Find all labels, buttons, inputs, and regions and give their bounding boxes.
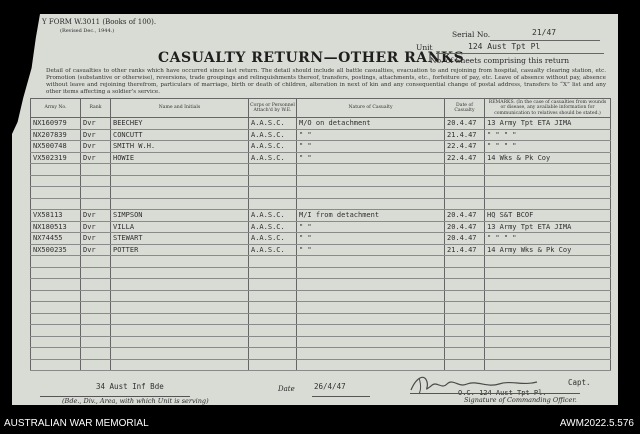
cell-name: HOWIE (111, 152, 249, 164)
cell-remarks: HQ S&T BCOF (485, 210, 611, 222)
cell-remarks (485, 175, 611, 187)
cell-corps: A.A.S.C. (249, 233, 297, 245)
table-row (31, 198, 611, 210)
cell-nature (297, 164, 445, 176)
cell-army-no (31, 175, 81, 187)
table-row (31, 233, 611, 245)
cell-remarks (485, 336, 611, 348)
cell-date (445, 267, 485, 279)
cell-remarks: " " " " (485, 141, 611, 153)
cell-name (111, 198, 249, 210)
table-row (31, 336, 611, 348)
table-row (31, 129, 611, 141)
table-row (31, 256, 611, 268)
cell-remarks (485, 359, 611, 371)
cell-nature: " " (297, 244, 445, 256)
cell-nature (297, 325, 445, 337)
table-row (31, 164, 611, 176)
header-name: Name and Initials (111, 99, 249, 118)
cell-nature: " " (297, 129, 445, 141)
revised-note: (Revised Dec., 1944.) (60, 28, 115, 34)
cell-rank (81, 256, 111, 268)
cell-nature (297, 336, 445, 348)
cell-corps (249, 336, 297, 348)
catalog-number: AWM2022.5.576 (559, 418, 634, 429)
cell-name (111, 187, 249, 199)
cell-date (445, 279, 485, 291)
signature-underline (410, 393, 580, 394)
cell-name (111, 175, 249, 187)
cell-rank (81, 164, 111, 176)
cell-date: 21.4.47 (445, 129, 485, 141)
cell-rank (81, 302, 111, 314)
cell-rank (81, 267, 111, 279)
table-row (31, 221, 611, 233)
serial-underline (490, 40, 600, 41)
cell-army-no (31, 325, 81, 337)
cell-name (111, 348, 249, 360)
cell-corps: A.A.S.C. (249, 152, 297, 164)
instructions-text: Detail of casualties to other ranks which have occurred since last return. The detail should include all battle casualties, evacuation to and rejoining from hospital, casualty clearing station, etc. Promotion (substantive or otherwise), reversions, trade groupings and relinquishments thereof, transfers, postings, attachments, etc., forfeiture of pay, etc. Leave of absence without pay, absence without leave and rejoining therefrom, particulars of marriage, birth or death of children, alteration in next of kin and any consequential change of postal address, transfers to “X” list and any other items affecting a soldier’s service. (46, 68, 606, 95)
cell-remarks (485, 290, 611, 302)
cell-date: 22.4.47 (445, 152, 485, 164)
cell-rank (81, 348, 111, 360)
cell-rank (81, 325, 111, 337)
cell-name: SMITH W.H. (111, 141, 249, 153)
cell-date (445, 325, 485, 337)
cell-nature (297, 290, 445, 302)
cell-army-no (31, 290, 81, 302)
cell-name: SIMPSON (111, 210, 249, 222)
cell-army-no: NX207839 (31, 129, 81, 141)
cell-corps (249, 313, 297, 325)
cell-remarks: 13 Army Tpt ETA JIMA (485, 221, 611, 233)
header-army-no: Army No. (31, 99, 81, 118)
cell-army-no (31, 302, 81, 314)
signature-caption: Signature of Commanding Officer. (464, 396, 577, 404)
cell-army-no (31, 267, 81, 279)
unit-label: Unit (416, 43, 433, 52)
unit-underline (436, 53, 604, 54)
cell-corps (249, 359, 297, 371)
cell-corps (249, 267, 297, 279)
cell-corps (249, 302, 297, 314)
cell-corps (249, 348, 297, 360)
cell-rank: Dvr (81, 141, 111, 153)
archive-caption: AUSTRALIAN WAR MEMORIAL (4, 418, 149, 429)
cell-name: STEWART (111, 233, 249, 245)
cell-rank (81, 290, 111, 302)
cell-army-no: NX74455 (31, 233, 81, 245)
cell-corps (249, 279, 297, 291)
cell-nature (297, 175, 445, 187)
table-row (31, 141, 611, 153)
bde-caption: (Bde., Div., Area, with which Unit is serving) (62, 397, 209, 405)
unit-value: 124 Aust Tpt Pl (468, 42, 541, 51)
cell-army-no (31, 359, 81, 371)
cell-corps (249, 325, 297, 337)
cell-nature (297, 256, 445, 268)
cell-name (111, 325, 249, 337)
cell-date (445, 290, 485, 302)
cell-nature: " " (297, 233, 445, 245)
cell-remarks (485, 267, 611, 279)
cell-rank (81, 175, 111, 187)
cell-army-no: NX500235 (31, 244, 81, 256)
cell-corps (249, 164, 297, 176)
cell-date (445, 175, 485, 187)
cell-army-no (31, 198, 81, 210)
table-row (31, 348, 611, 360)
cell-date (445, 359, 485, 371)
serial-value: 21/47 (532, 28, 557, 37)
cell-corps (249, 290, 297, 302)
cell-name (111, 290, 249, 302)
cell-nature (297, 359, 445, 371)
header-date: Date of Casualty (445, 99, 485, 118)
cell-nature (297, 348, 445, 360)
cell-rank: Dvr (81, 152, 111, 164)
casualty-table (30, 98, 611, 371)
cell-remarks (485, 302, 611, 314)
cell-remarks (485, 348, 611, 360)
cell-rank (81, 198, 111, 210)
table-row (31, 359, 611, 371)
cell-remarks: " " " " (485, 233, 611, 245)
cell-date (445, 302, 485, 314)
cell-corps (249, 175, 297, 187)
cell-nature (297, 187, 445, 199)
form-reference: Y FORM W.3011 (Books of 100). (42, 18, 157, 26)
table-row (31, 325, 611, 337)
cell-remarks (485, 187, 611, 199)
cell-rank: Dvr (81, 118, 111, 130)
cell-name: BEECHEY (111, 118, 249, 130)
cell-date: 21.4.47 (445, 244, 485, 256)
cell-nature (297, 279, 445, 291)
form-paper (12, 14, 618, 405)
cell-rank: Dvr (81, 233, 111, 245)
cell-remarks: " " " " (485, 129, 611, 141)
cell-corps (249, 256, 297, 268)
cell-nature: M/O on detachment (297, 118, 445, 130)
cell-remarks (485, 256, 611, 268)
cell-army-no (31, 164, 81, 176)
cell-army-no: NX500748 (31, 141, 81, 153)
date-value: 26/4/47 (314, 382, 346, 391)
cell-remarks: 14 Army Wks & Pk Coy (485, 244, 611, 256)
cell-rank (81, 313, 111, 325)
cell-nature: " " (297, 221, 445, 233)
cell-remarks (485, 164, 611, 176)
cell-rank: Dvr (81, 210, 111, 222)
cell-name (111, 302, 249, 314)
table-header-row (31, 99, 611, 118)
cell-corps (249, 198, 297, 210)
cell-corps: A.A.S.C. (249, 244, 297, 256)
cell-name (111, 267, 249, 279)
cell-army-no: NX180513 (31, 221, 81, 233)
table-row (31, 267, 611, 279)
cell-name: CONCUTT (111, 129, 249, 141)
cell-rank: Dvr (81, 244, 111, 256)
table-row (31, 118, 611, 130)
bde-value: 34 Aust Inf Bde (96, 382, 164, 391)
table-row (31, 210, 611, 222)
cell-rank (81, 336, 111, 348)
cell-rank (81, 187, 111, 199)
form-title: CASUALTY RETURN—OTHER RANKS (158, 50, 465, 66)
cell-army-no (31, 187, 81, 199)
table-row (31, 187, 611, 199)
cell-corps: A.A.S.C. (249, 129, 297, 141)
cell-remarks: 13 Army Tpt ETA JIMA (485, 118, 611, 130)
cell-nature: " " (297, 152, 445, 164)
cell-corps (249, 187, 297, 199)
cell-date (445, 256, 485, 268)
cell-date (445, 348, 485, 360)
cell-nature (297, 302, 445, 314)
cell-nature: " " (297, 141, 445, 153)
cell-date: 20.4.47 (445, 210, 485, 222)
cell-nature (297, 267, 445, 279)
cell-date: 20.4.47 (445, 118, 485, 130)
table-row (31, 302, 611, 314)
cell-date (445, 187, 485, 199)
cell-rank (81, 279, 111, 291)
cell-army-no (31, 336, 81, 348)
serial-label: Serial No. (452, 30, 491, 39)
table-row (31, 279, 611, 291)
cell-remarks: 14 Wks & Pk Coy (485, 152, 611, 164)
cell-rank: Dvr (81, 129, 111, 141)
cell-army-no (31, 348, 81, 360)
cell-name: POTTER (111, 244, 249, 256)
table-row (31, 244, 611, 256)
table-row (31, 175, 611, 187)
table-row (31, 152, 611, 164)
cell-army-no: NX160979 (31, 118, 81, 130)
cell-remarks (485, 198, 611, 210)
cell-army-no (31, 279, 81, 291)
cell-name (111, 313, 249, 325)
cell-date (445, 164, 485, 176)
cell-date: 20.4.47 (445, 233, 485, 245)
cell-rank (81, 359, 111, 371)
date-label: Date (278, 385, 295, 393)
cell-nature (297, 198, 445, 210)
cell-army-no (31, 256, 81, 268)
cell-remarks (485, 313, 611, 325)
cell-name (111, 256, 249, 268)
date-underline (312, 396, 370, 397)
sheets-label: No. of Sheets comprising this return (430, 56, 570, 65)
cell-date (445, 336, 485, 348)
cell-date (445, 313, 485, 325)
cell-remarks (485, 325, 611, 337)
cell-date: 22.4.47 (445, 141, 485, 153)
cell-army-no (31, 313, 81, 325)
oc-value: O.C. 124 Aust Tpt Pl. (458, 389, 547, 397)
cell-name (111, 279, 249, 291)
cell-date (445, 198, 485, 210)
header-nature: Nature of Casualty (297, 99, 445, 118)
header-rank: Rank (81, 99, 111, 118)
cell-corps: A.A.S.C. (249, 141, 297, 153)
cell-army-no: VX502319 (31, 152, 81, 164)
cell-name (111, 336, 249, 348)
cell-date: 20.4.47 (445, 221, 485, 233)
table-row (31, 290, 611, 302)
cell-nature: M/I from detachment (297, 210, 445, 222)
cell-nature (297, 313, 445, 325)
cell-name: VILLA (111, 221, 249, 233)
cell-army-no: VX58113 (31, 210, 81, 222)
cell-corps: A.A.S.C. (249, 221, 297, 233)
cell-name (111, 164, 249, 176)
cell-rank: Dvr (81, 221, 111, 233)
cell-corps: A.A.S.C. (249, 118, 297, 130)
casualty-table-body (31, 118, 611, 371)
rank-value: Capt. (568, 378, 591, 387)
header-corps: Corps or Personnel Attach'd by W.E. (249, 99, 297, 118)
cell-name (111, 359, 249, 371)
cell-remarks (485, 279, 611, 291)
header-remarks: REMARKS. (In the case of casualties from wounds or disease, any available information for communication to relatives should be stated.) (485, 99, 611, 118)
table-row (31, 313, 611, 325)
cell-corps: A.A.S.C. (249, 210, 297, 222)
